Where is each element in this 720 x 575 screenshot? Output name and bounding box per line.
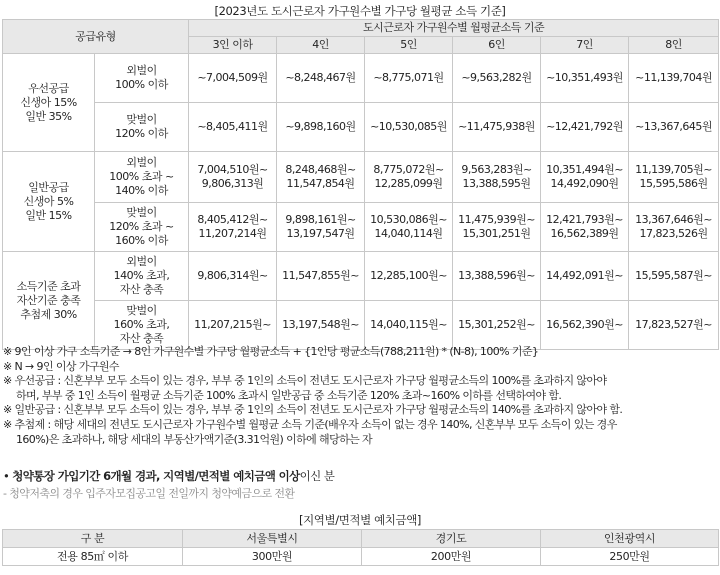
column-header: 6인 bbox=[453, 37, 541, 54]
deposit-header: 서울특별시 bbox=[183, 530, 362, 548]
income-value-line: 10,351,494원~ bbox=[546, 163, 623, 176]
income-type-line: 외벌이 bbox=[126, 255, 157, 268]
income-type-line: 120% 이하 bbox=[115, 127, 168, 140]
subscription-sub-note: - 청약저축의 경우 입주자모집공고일 전일까지 청약예금으로 전환 bbox=[3, 487, 295, 500]
income-value-line: 17,823,526원 bbox=[639, 227, 708, 240]
income-type-line: 160% 초과, bbox=[113, 318, 170, 331]
income-value-cell bbox=[189, 54, 277, 103]
income-type-line: 맞벌이 bbox=[126, 304, 157, 317]
income-value-cell bbox=[541, 301, 629, 350]
income-value-line: 13,197,548원~ bbox=[282, 318, 359, 331]
income-value-cell bbox=[365, 203, 453, 252]
income-value-line: 12,285,100원~ bbox=[370, 269, 447, 282]
note-line: ※ N → 9인 이상 가구원수 bbox=[3, 359, 119, 373]
income-value-line: 15,301,251원 bbox=[462, 227, 531, 240]
income-value-cell bbox=[189, 203, 277, 252]
supply-group-label bbox=[3, 152, 95, 252]
income-value-cell bbox=[365, 54, 453, 103]
income-value-cell bbox=[189, 152, 277, 203]
group-label-line: 신생아 5% bbox=[23, 194, 74, 208]
deposit-cell: 전용 85㎡ 이하 bbox=[3, 548, 183, 566]
income-value-line: 8,775,072원~ bbox=[373, 163, 444, 176]
income-value-line: 9,806,314원~ bbox=[197, 269, 268, 282]
income-type-cell bbox=[95, 54, 189, 103]
income-value-line: 15,595,586원 bbox=[639, 177, 708, 190]
income-value-line: 7,004,510원~ bbox=[197, 163, 268, 176]
income-group-header: 도시근로자 가구원수별 월평균소득 기준 bbox=[189, 20, 719, 37]
income-value-line: 8,405,412원~ bbox=[197, 213, 268, 226]
table-row bbox=[3, 103, 719, 152]
income-value-cell bbox=[453, 152, 541, 203]
group-label-line: 신생아 15% bbox=[20, 95, 77, 109]
group-label-line: 일반공급 bbox=[28, 180, 69, 194]
income-type-line: 외벌이 bbox=[126, 64, 157, 77]
column-header: 8인 bbox=[629, 37, 719, 54]
income-value-line: 15,301,252원~ bbox=[458, 318, 535, 331]
income-value-line: ~11,139,704원 bbox=[635, 71, 712, 84]
income-type-line: 외벌이 bbox=[126, 156, 157, 169]
income-value-cell bbox=[629, 103, 719, 152]
deposit-header: 구 분 bbox=[3, 530, 183, 548]
income-type-line: 맞벌이 bbox=[126, 206, 157, 219]
income-value-line: 16,562,389원 bbox=[550, 227, 619, 240]
income-value-line: 12,421,793원~ bbox=[546, 213, 623, 226]
income-value-line: 11,207,215원~ bbox=[194, 318, 271, 331]
income-value-cell bbox=[365, 152, 453, 203]
note-line: ※ 9인 이상 가구 소득기준 → 8인 가구원수별 가구당 월평균소득 + {1인당 평균소득(788,211원) * (N-8), 100% 기준} bbox=[3, 345, 539, 358]
column-header: 7인 bbox=[541, 37, 629, 54]
income-value-line: 11,547,854원 bbox=[286, 177, 355, 190]
income-value-line: ~8,405,411원 bbox=[197, 120, 268, 133]
table-row bbox=[3, 301, 719, 350]
requirement-rest: 이신 분 bbox=[299, 469, 335, 483]
income-value-line: ~9,563,282원 bbox=[461, 71, 532, 84]
income-value-line: 13,388,596원~ bbox=[458, 269, 535, 282]
income-value-line: ~13,367,645원 bbox=[635, 120, 712, 133]
income-value-line: 11,547,855원~ bbox=[282, 269, 359, 282]
table-row bbox=[3, 152, 719, 203]
deposit-cell: 200만원 bbox=[362, 548, 541, 566]
income-value-line: ~10,351,493원 bbox=[546, 71, 623, 84]
group-label-line: 일반 15% bbox=[25, 208, 72, 222]
income-value-line: 11,475,939원~ bbox=[458, 213, 535, 226]
deposit-cell: 300만원 bbox=[183, 548, 362, 566]
income-value-cell bbox=[629, 152, 719, 203]
income-value-cell bbox=[453, 103, 541, 152]
income-value-line: 14,040,115원~ bbox=[370, 318, 447, 331]
income-value-line: 16,562,390원~ bbox=[546, 318, 623, 331]
income-value-cell bbox=[277, 54, 365, 103]
income-value-cell bbox=[365, 252, 453, 301]
subscription-requirement bbox=[3, 468, 334, 484]
income-value-line: 12,285,099원 bbox=[374, 177, 443, 190]
income-value-cell bbox=[453, 252, 541, 301]
income-value-cell bbox=[277, 252, 365, 301]
income-type-line: 100% 이하 bbox=[115, 78, 168, 91]
income-value-line: 9,898,161원~ bbox=[285, 213, 356, 226]
bullet-prefix: • bbox=[3, 469, 13, 483]
income-type-cell bbox=[95, 301, 189, 350]
income-value-line: 10,530,086원~ bbox=[370, 213, 447, 226]
income-value-cell bbox=[629, 252, 719, 301]
income-value-cell bbox=[453, 54, 541, 103]
income-value-cell bbox=[541, 152, 629, 203]
income-type-cell bbox=[95, 152, 189, 203]
income-value-line: ~7,004,509원 bbox=[197, 71, 268, 84]
table-row bbox=[3, 548, 719, 566]
note-line: 하며, 부부 중 1인 소득이 월평균 소득기준 100% 초과시 일반공급 중 소득기준 120% 초과~160% 이하를 선택하여야 함. bbox=[16, 388, 562, 402]
deposit-table bbox=[2, 529, 719, 566]
income-value-cell bbox=[277, 301, 365, 350]
income-value-cell bbox=[629, 54, 719, 103]
income-value-cell bbox=[365, 301, 453, 350]
income-value-line: ~11,475,938원 bbox=[458, 120, 535, 133]
income-type-cell bbox=[95, 252, 189, 301]
income-value-cell bbox=[277, 203, 365, 252]
income-value-line: 11,207,214원 bbox=[198, 227, 267, 240]
deposit-header: 인천광역시 bbox=[541, 530, 719, 548]
income-value-line: ~12,421,792원 bbox=[546, 120, 623, 133]
income-value-cell bbox=[541, 252, 629, 301]
group-label-line: 추첨제 30% bbox=[20, 307, 77, 321]
table-row bbox=[3, 54, 719, 103]
income-type-line: 100% 초과 ~ bbox=[109, 170, 174, 183]
note-line: 160%)은 초과하나, 해당 세대의 부동산가액기준(3.31억원) 이하에 해당하는 자 bbox=[16, 432, 373, 446]
group-label-line: 우선공급 bbox=[28, 81, 69, 95]
deposit-cell: 250만원 bbox=[541, 548, 719, 566]
income-type-line: 자산 충족 bbox=[119, 332, 164, 345]
group-label-line: 일반 35% bbox=[25, 109, 72, 123]
income-type-line: 160% 이하 bbox=[115, 234, 168, 247]
income-value-line: ~8,248,467원 bbox=[285, 71, 356, 84]
income-value-line: 11,139,705원~ bbox=[635, 163, 712, 176]
income-table bbox=[2, 19, 719, 350]
income-value-cell bbox=[629, 203, 719, 252]
income-type-line: 120% 초과 ~ bbox=[109, 220, 174, 233]
notes bbox=[3, 345, 719, 447]
income-value-cell bbox=[189, 252, 277, 301]
table-row bbox=[3, 203, 719, 252]
income-value-cell bbox=[277, 152, 365, 203]
income-type-line: 맞벌이 bbox=[126, 113, 157, 126]
income-type-line: 자산 충족 bbox=[119, 283, 164, 296]
income-type-line: 140% 이하 bbox=[115, 184, 168, 197]
income-value-line: 14,492,090원 bbox=[550, 177, 619, 190]
column-header: 4인 bbox=[277, 37, 365, 54]
income-value-cell bbox=[277, 103, 365, 152]
table-row bbox=[3, 252, 719, 301]
income-value-line: ~10,530,085원 bbox=[370, 120, 447, 133]
column-header: 5인 bbox=[365, 37, 453, 54]
note-line: ※ 일반공급 : 신혼부부 모두 소득이 있는 경우, 부부 중 1인의 소득이 전년도 도시근로자 가구당 월평균소득의 140%를 초과하지 않아야 함. bbox=[3, 403, 623, 417]
supply-type-header: 공급유형 bbox=[3, 20, 189, 54]
income-value-line: ~9,898,160원 bbox=[285, 120, 356, 133]
income-value-line: 14,492,091원~ bbox=[546, 269, 623, 282]
income-value-cell bbox=[453, 301, 541, 350]
supply-group-label bbox=[3, 252, 95, 350]
deposit-header: 경기도 bbox=[362, 530, 541, 548]
group-label-line: 소득기준 초과 bbox=[16, 279, 81, 293]
note-line: ※ 우선공급 : 신혼부부 모두 소득이 있는 경우, 부부 중 1인의 소득이 전년도 도시근로자 가구당 월평균소득의 100%를 초과하지 않아야 bbox=[3, 374, 607, 388]
income-value-line: 9,563,283원~ bbox=[461, 163, 532, 176]
deposit-caption: [지역별/면적별 예치금액] bbox=[299, 513, 421, 527]
income-value-cell bbox=[453, 203, 541, 252]
income-value-cell bbox=[541, 54, 629, 103]
income-value-line: 13,197,547원 bbox=[286, 227, 355, 240]
income-value-line: 17,823,527원~ bbox=[635, 318, 712, 331]
income-value-line: 15,595,587원~ bbox=[635, 269, 712, 282]
income-value-cell bbox=[541, 203, 629, 252]
income-value-line: 13,367,646원~ bbox=[635, 213, 712, 226]
income-type-cell bbox=[95, 203, 189, 252]
income-type-line: 140% 초과, bbox=[113, 269, 170, 282]
supply-group-label bbox=[3, 54, 95, 152]
income-value-line: ~8,775,071원 bbox=[373, 71, 444, 84]
requirement-bold: 청약통장 가입기간 6개월 경과, 지역별/면적별 예치금액 이상 bbox=[12, 469, 300, 483]
income-value-cell bbox=[541, 103, 629, 152]
income-value-cell bbox=[189, 103, 277, 152]
income-value-cell bbox=[629, 301, 719, 350]
note-line: ※ 추첨제 : 해당 세대의 전년도 도시근로자 가구원수별 월평균 소득 기준(배우자 소득이 없는 경우 140%, 신혼부부 모두 소득이 있는 경우 bbox=[3, 417, 617, 431]
group-label-line: 자산기준 충족 bbox=[16, 293, 81, 307]
income-value-line: 14,040,114원 bbox=[374, 227, 443, 240]
column-header: 3인 이하 bbox=[189, 37, 277, 54]
income-value-line: 13,388,595원 bbox=[462, 177, 531, 190]
income-value-line: 8,248,468원~ bbox=[285, 163, 356, 176]
income-value-line: 9,806,313원 bbox=[201, 177, 264, 190]
table-caption: [2023년도 도시근로자 가구원수별 가구당 월평균 소득 기준] bbox=[214, 4, 506, 18]
income-type-cell bbox=[95, 103, 189, 152]
income-value-cell bbox=[365, 103, 453, 152]
income-value-cell bbox=[189, 301, 277, 350]
